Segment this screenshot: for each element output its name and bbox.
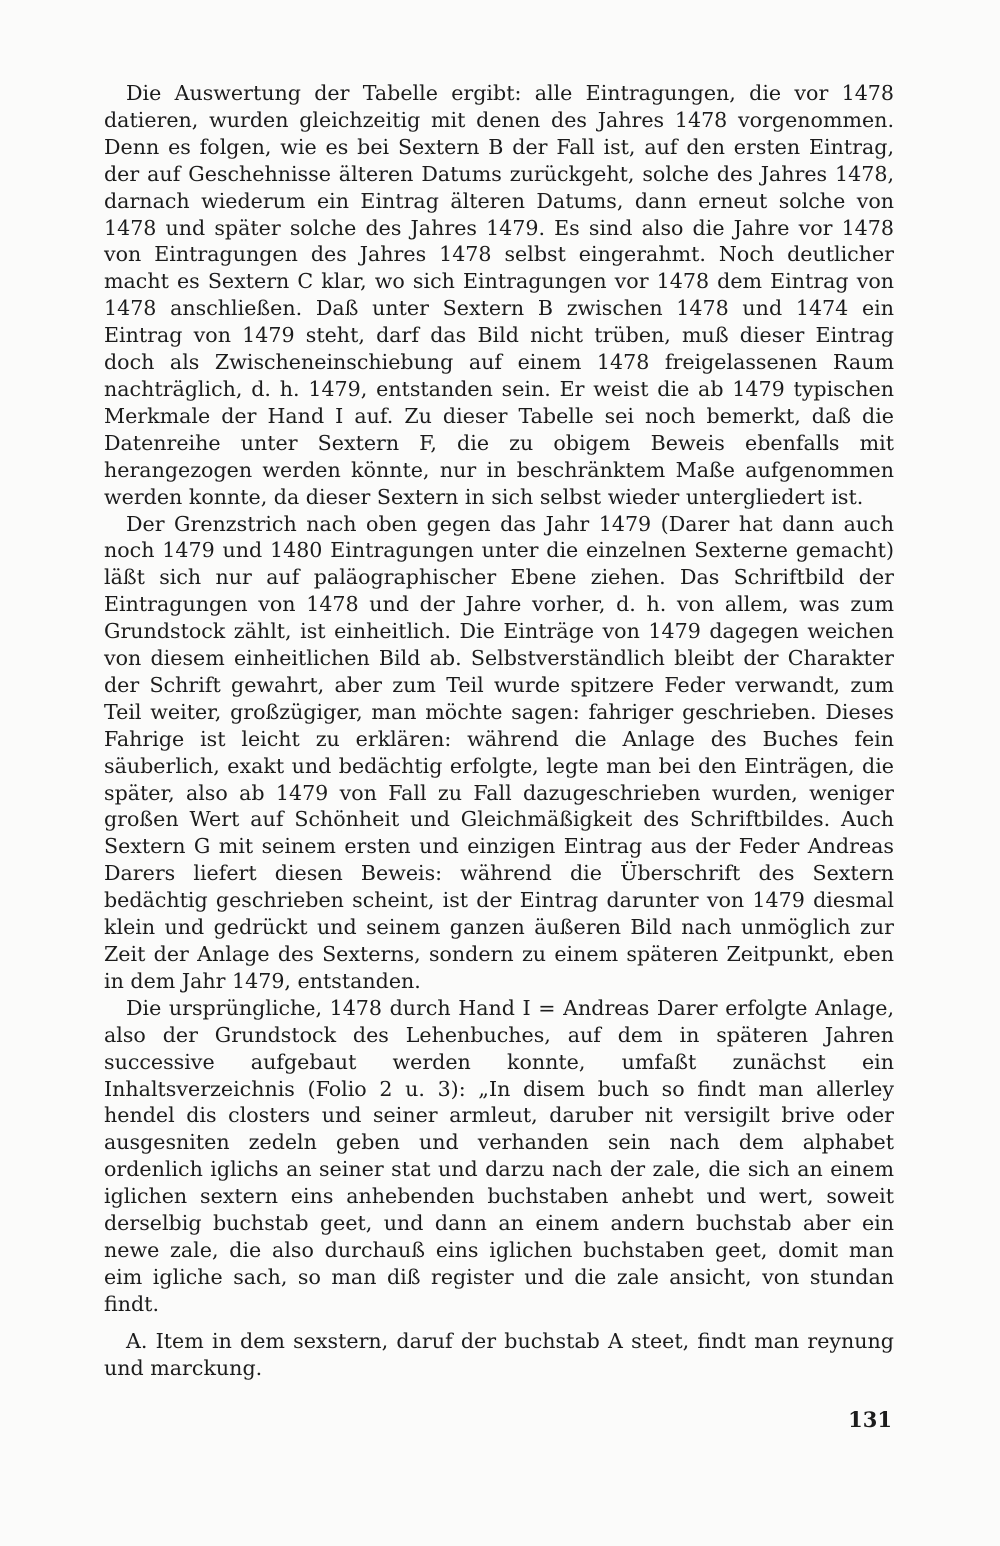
paragraph-item-a: A. Item in dem sexstern, daruf der buchstab A steet, findt man reynung und marckung. [104, 1328, 894, 1380]
body-text [104, 80, 894, 1382]
paragraph-original-layout: Die ursprüngliche, 1478 durch Hand I = Andreas Darer erfolgte Anlage, also der Grundstock des Lehenbuches, auf dem in späteren Jahren successive aufgebaut werden konnte, umfaßt zunächst ein Inhaltsverzeichnis (Folio 2 u. 3): „In disem buch so findt man allerley hendel dis closters und seiner armleut, daruber nit versigilt brive oder ausgesniten zedeln geben und verhanden sein nach dem alphabet ordenlich iglichs an seiner stat und darzu nach der zale, die sich an einem iglichen sextern eins anhebenden buchstaben anhebt und wert, soweit derselbig buchstab geet, und dann an einem andern buchstab aber ein newe zale, die also durchauß eins iglichen buchstaben geet, domit man eim igliche sach, so man diß register und die zale ansicht, von stundan findt. [104, 995, 894, 1316]
paragraph-boundary-1479: Der Grenzstrich nach oben gegen das Jahr 1479 (Darer hat dann auch noch 1479 und 1480 Eintragungen unter die einzelnen Sexterne gemacht) läßt sich nur auf paläographischer Ebene ziehen. Das Schriftbild der Eintragungen von 1478 und der Jahre vorher, d. h. von allem, was zum Grundstock zählt, ist einheitlich. Die Einträge von 1479 dagegen weichen von diesem einheitlichen Bild ab. Selbstverständlich bleibt der Charakter der Schrift gewahrt, aber zum Teil wurde spitzere Feder verwandt, zum Teil weiter, großzügiger, man möchte sagen: fahriger geschrieben. Dieses Fahrige ist leicht zu erklären: während die Anlage des Buches fein säuberlich, exakt und bedächtig erfolgte, legte man bei den Einträgen, die später, also ab 1479 von Fall zu Fall dazugeschrieben wurden, weniger großen Wert auf Schönheit und Gleichmäßigkeit des Schriftbildes. Auch Sextern G mit seinem ersten und einzigen Eintrag aus der Feder Andreas Darers liefert diesen Beweis: während die Überschrift des Sextern bedächtig geschrieben scheint, ist der Eintrag darunter von 1479 diesmal klein und gedrückt und seinem ganzen äußeren Bild nach unmöglich zur Zeit der Anlage des Sexterns, sondern zu einem späteren Zeitpunkt, eben in dem Jahr 1479, entstanden. [104, 511, 894, 993]
paragraph-evaluation: Die Auswertung der Tabelle ergibt: alle Eintragungen, die vor 1478 datieren, wurden gleichzeitig mit denen des Jahres 1478 vorgenommen. Denn es folgen, wie es bei Sextern B der Fall ist, auf den ersten Eintrag, der auf Geschehnisse älteren Datums zurückgeht, solche des Jahres 1478, darnach wiederum ein Eintrag älteren Datums, dann erneut solche von 1478 und später solche des Jahres 1479. Es sind also die Jahre vor 1478 von Eintragungen des Jahres 1478 selbst eingerahmt. Noch deutlicher macht es Sextern C klar, wo sich Eintragungen vor 1478 dem Eintrag von 1478 anschließen. Daß unter Sextern B zwischen 1478 und 1474 ein Eintrag von 1479 steht, darf das Bild nicht trüben, muß dieser Eintrag doch als Zwischeneinschiebung auf einem 1478 freigelassenen Raum nachträglich, d. h. 1479, entstanden sein. Er weist die ab 1479 typischen Merkmale der Hand I auf. Zu dieser Tabelle sei noch bemerkt, daß die Datenreihe unter Sextern F, die zu obigem Beweis ebenfalls mit herangezogen werden könnte, nur in beschränktem Maße aufgenommen werden konnte, da dieser Sextern in sich selbst wieder untergliedert ist. [104, 81, 894, 509]
page-number: 131 [848, 1407, 892, 1432]
